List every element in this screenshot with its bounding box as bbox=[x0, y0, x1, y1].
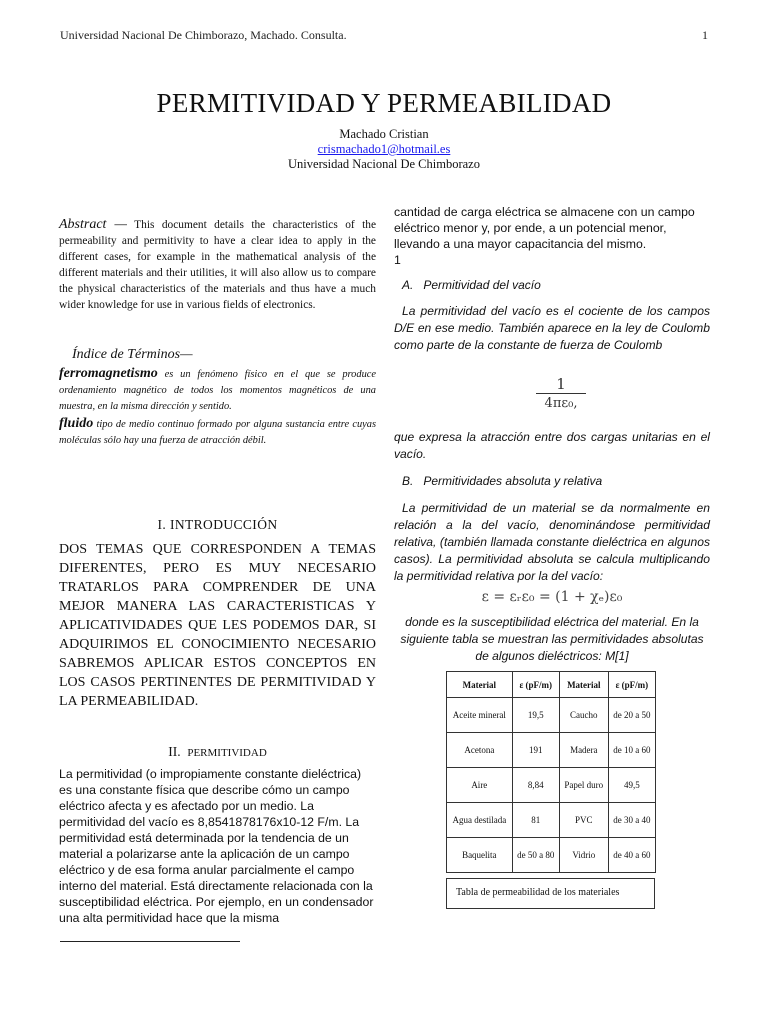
author-name: Machado Cristian bbox=[339, 127, 429, 141]
abstract-text: This document details the characteristics of the permeability and permitivity to have a clear idea to apply in the different cases, for example in the mathematical analysis of the different materials and their utilities, it will also allow us to compare the physical characteristics of the materials and thus have a much wider knowledge for use in various fields of electronics. bbox=[59, 219, 377, 311]
table-cell: 81 bbox=[512, 803, 559, 838]
table-cell: Aceite mineral bbox=[447, 698, 513, 733]
permitividad-relativa-paragraph: La permitividad de un material se da normalmente en relación a la del vacío, denominándose permitividad relativa, (también llamada constante dieléctrica en algunos casos). La permitividad absoluta se calcula multiplicando la permitividad relativa por la del vacío: bbox=[394, 501, 710, 583]
table-cell: de 20 a 50 bbox=[608, 698, 655, 733]
table-row bbox=[447, 698, 656, 733]
table-cell: PVC bbox=[559, 803, 608, 838]
permitividad-paragraph: La permitividad (o impropiamente constante dieléctrica) es una constante física que describe cómo un campo eléctrico afecta y es afectado por un medio. La permitividad del vacío es 8,8541878176x10-12 F/m. La permitividad está determinada por la tendencia de un material a polarizarse ante la aplicación de un campo eléctrico y de esa forma anular parcialmente el campo interno del material. Está directamente relacionada con la susceptibilidad eléctrica. Por ejemplo, en un condensador una alta permitividad hace que la misma bbox=[59, 767, 374, 925]
index-term-item bbox=[59, 366, 376, 415]
table-cell: 19,5 bbox=[512, 698, 559, 733]
subsection-title: Permitividades absoluta y relativa bbox=[423, 474, 603, 488]
index-term-definition: tipo de medio continuo formado por alguna sustancia entre cuyas moléculas sólo hay una fuerza de atracción débil. bbox=[59, 419, 376, 446]
table-row bbox=[447, 768, 656, 803]
table-cell: Agua destilada bbox=[447, 803, 513, 838]
table-header: ε (pF/m) bbox=[512, 672, 559, 698]
table-cell: Papel duro bbox=[559, 768, 608, 803]
permittivity-table bbox=[446, 671, 656, 873]
table-cell: Baquelita bbox=[447, 838, 513, 873]
subsection-label: A. bbox=[402, 278, 414, 292]
table-cell: 49,5 bbox=[608, 768, 655, 803]
table-cell: Vidrio bbox=[559, 838, 608, 873]
table-row bbox=[447, 838, 656, 873]
subsection-heading-a bbox=[402, 278, 541, 292]
table-cell: 191 bbox=[512, 733, 559, 768]
equation-denominator: 4πε₀, bbox=[536, 393, 586, 412]
table-header-row bbox=[447, 672, 656, 698]
permitividad-vacio-paragraph: La permitividad del vacío es el cociente de los campos D/E en ese medio. También aparece en la ley de Coulomb como parte de la constante de fuerza de Coulomb bbox=[394, 304, 710, 352]
subsection-label: B. bbox=[402, 474, 414, 488]
footnote-rule bbox=[60, 941, 240, 942]
section-heading-introduccion: I. INTRODUCCIÓN bbox=[157, 517, 278, 532]
equation-punctuation: , bbox=[573, 396, 578, 411]
index-term-item bbox=[59, 416, 376, 449]
table-header: Material bbox=[559, 672, 608, 698]
continuation-text: cantidad de carga eléctrica se almacene con un campo eléctrico menor y, por ende, a un potencial menor, llevando a una mayor capacitancia del mismo. bbox=[394, 205, 695, 251]
subsection-title: Permitividad del vacío bbox=[423, 278, 541, 292]
table-cell: Acetona bbox=[447, 733, 513, 768]
author-affiliation: Universidad Nacional De Chimborazo bbox=[288, 157, 480, 171]
table-row bbox=[447, 803, 656, 838]
section-heading-permitividad bbox=[59, 744, 376, 760]
author-block bbox=[0, 127, 768, 172]
abstract bbox=[59, 217, 376, 313]
index-terms-heading: Índice de Términos— bbox=[72, 347, 193, 362]
introduction-paragraph: DOS TEMAS QUE CORRESPONDEN A TEMAS DIFERENTES, PERO ES MUY NECESARIO TRATARLOS PARA COMPRENDER DE UNA MEJOR MANERA LAS CARACTERISTICAS Y APLICATIVIDADES QUE LES PODEMOS DAR, SI ADQUIRIMOS EL CONOCIMIENTO NECESARIO SABREMOS APLICAR ESTOS CONCEPTOS EN LOS CASOS PERTINENTES DE PERMITIVIDAD Y LA PERMEABILIDAD. bbox=[59, 542, 376, 709]
equation-numerator: 1 bbox=[556, 375, 566, 393]
table-cell: de 40 a 60 bbox=[608, 838, 655, 873]
table-cell: Caucho bbox=[559, 698, 608, 733]
table-cell: 8,84 bbox=[512, 768, 559, 803]
table-cell: Aire bbox=[447, 768, 513, 803]
index-term: fluido bbox=[59, 416, 94, 431]
paper-title: PERMITIVIDAD Y PERMEABILIDAD bbox=[156, 88, 612, 118]
index-term-definition: es un fenómeno físico en el que se produce ordenamiento magnético de todos los momentos magnéticos de una muestra, en la misma dirección y sentido. bbox=[59, 369, 376, 412]
continuation-ref: 1 bbox=[394, 253, 401, 267]
abstract-lead: Abstract — bbox=[59, 217, 127, 232]
subsection-heading-b bbox=[402, 474, 602, 488]
index-term: ferromagnetismo bbox=[59, 366, 158, 381]
section-number: II. bbox=[168, 744, 181, 759]
section-title: PERMITIVIDAD bbox=[187, 747, 267, 759]
table-cell: de 10 a 60 bbox=[608, 733, 655, 768]
table-header: Material bbox=[447, 672, 513, 698]
permitividad-continuation bbox=[394, 204, 710, 268]
table-caption: Tabla de permeabilidad de los materiales bbox=[446, 878, 655, 909]
table-cell: de 50 a 80 bbox=[512, 838, 559, 873]
author-email-link[interactable]: crismachado1@hotmail.es bbox=[317, 142, 451, 156]
coulomb-explanation: que expresa la atracción entre dos cargas unitarias en el vacío. bbox=[394, 430, 710, 461]
table-cell: de 30 a 40 bbox=[608, 803, 655, 838]
running-head: Universidad Nacional De Chimborazo, Machado. Consulta. bbox=[60, 28, 347, 42]
page-number: 1 bbox=[702, 28, 708, 42]
coulomb-equation bbox=[536, 376, 586, 412]
absolute-permittivity-equation: ε = εᵣε₀ = (1 + χₑ)ε₀ bbox=[481, 589, 623, 605]
table-intro-text: donde es la susceptibilidad eléctrica del material. En la siguiente tabla se muestran las permitividades absolutas de algunos dieléctricos: M[1] bbox=[400, 615, 704, 663]
table-cell: Madera bbox=[559, 733, 608, 768]
table-row bbox=[447, 733, 656, 768]
table-header: ε (pF/m) bbox=[608, 672, 655, 698]
